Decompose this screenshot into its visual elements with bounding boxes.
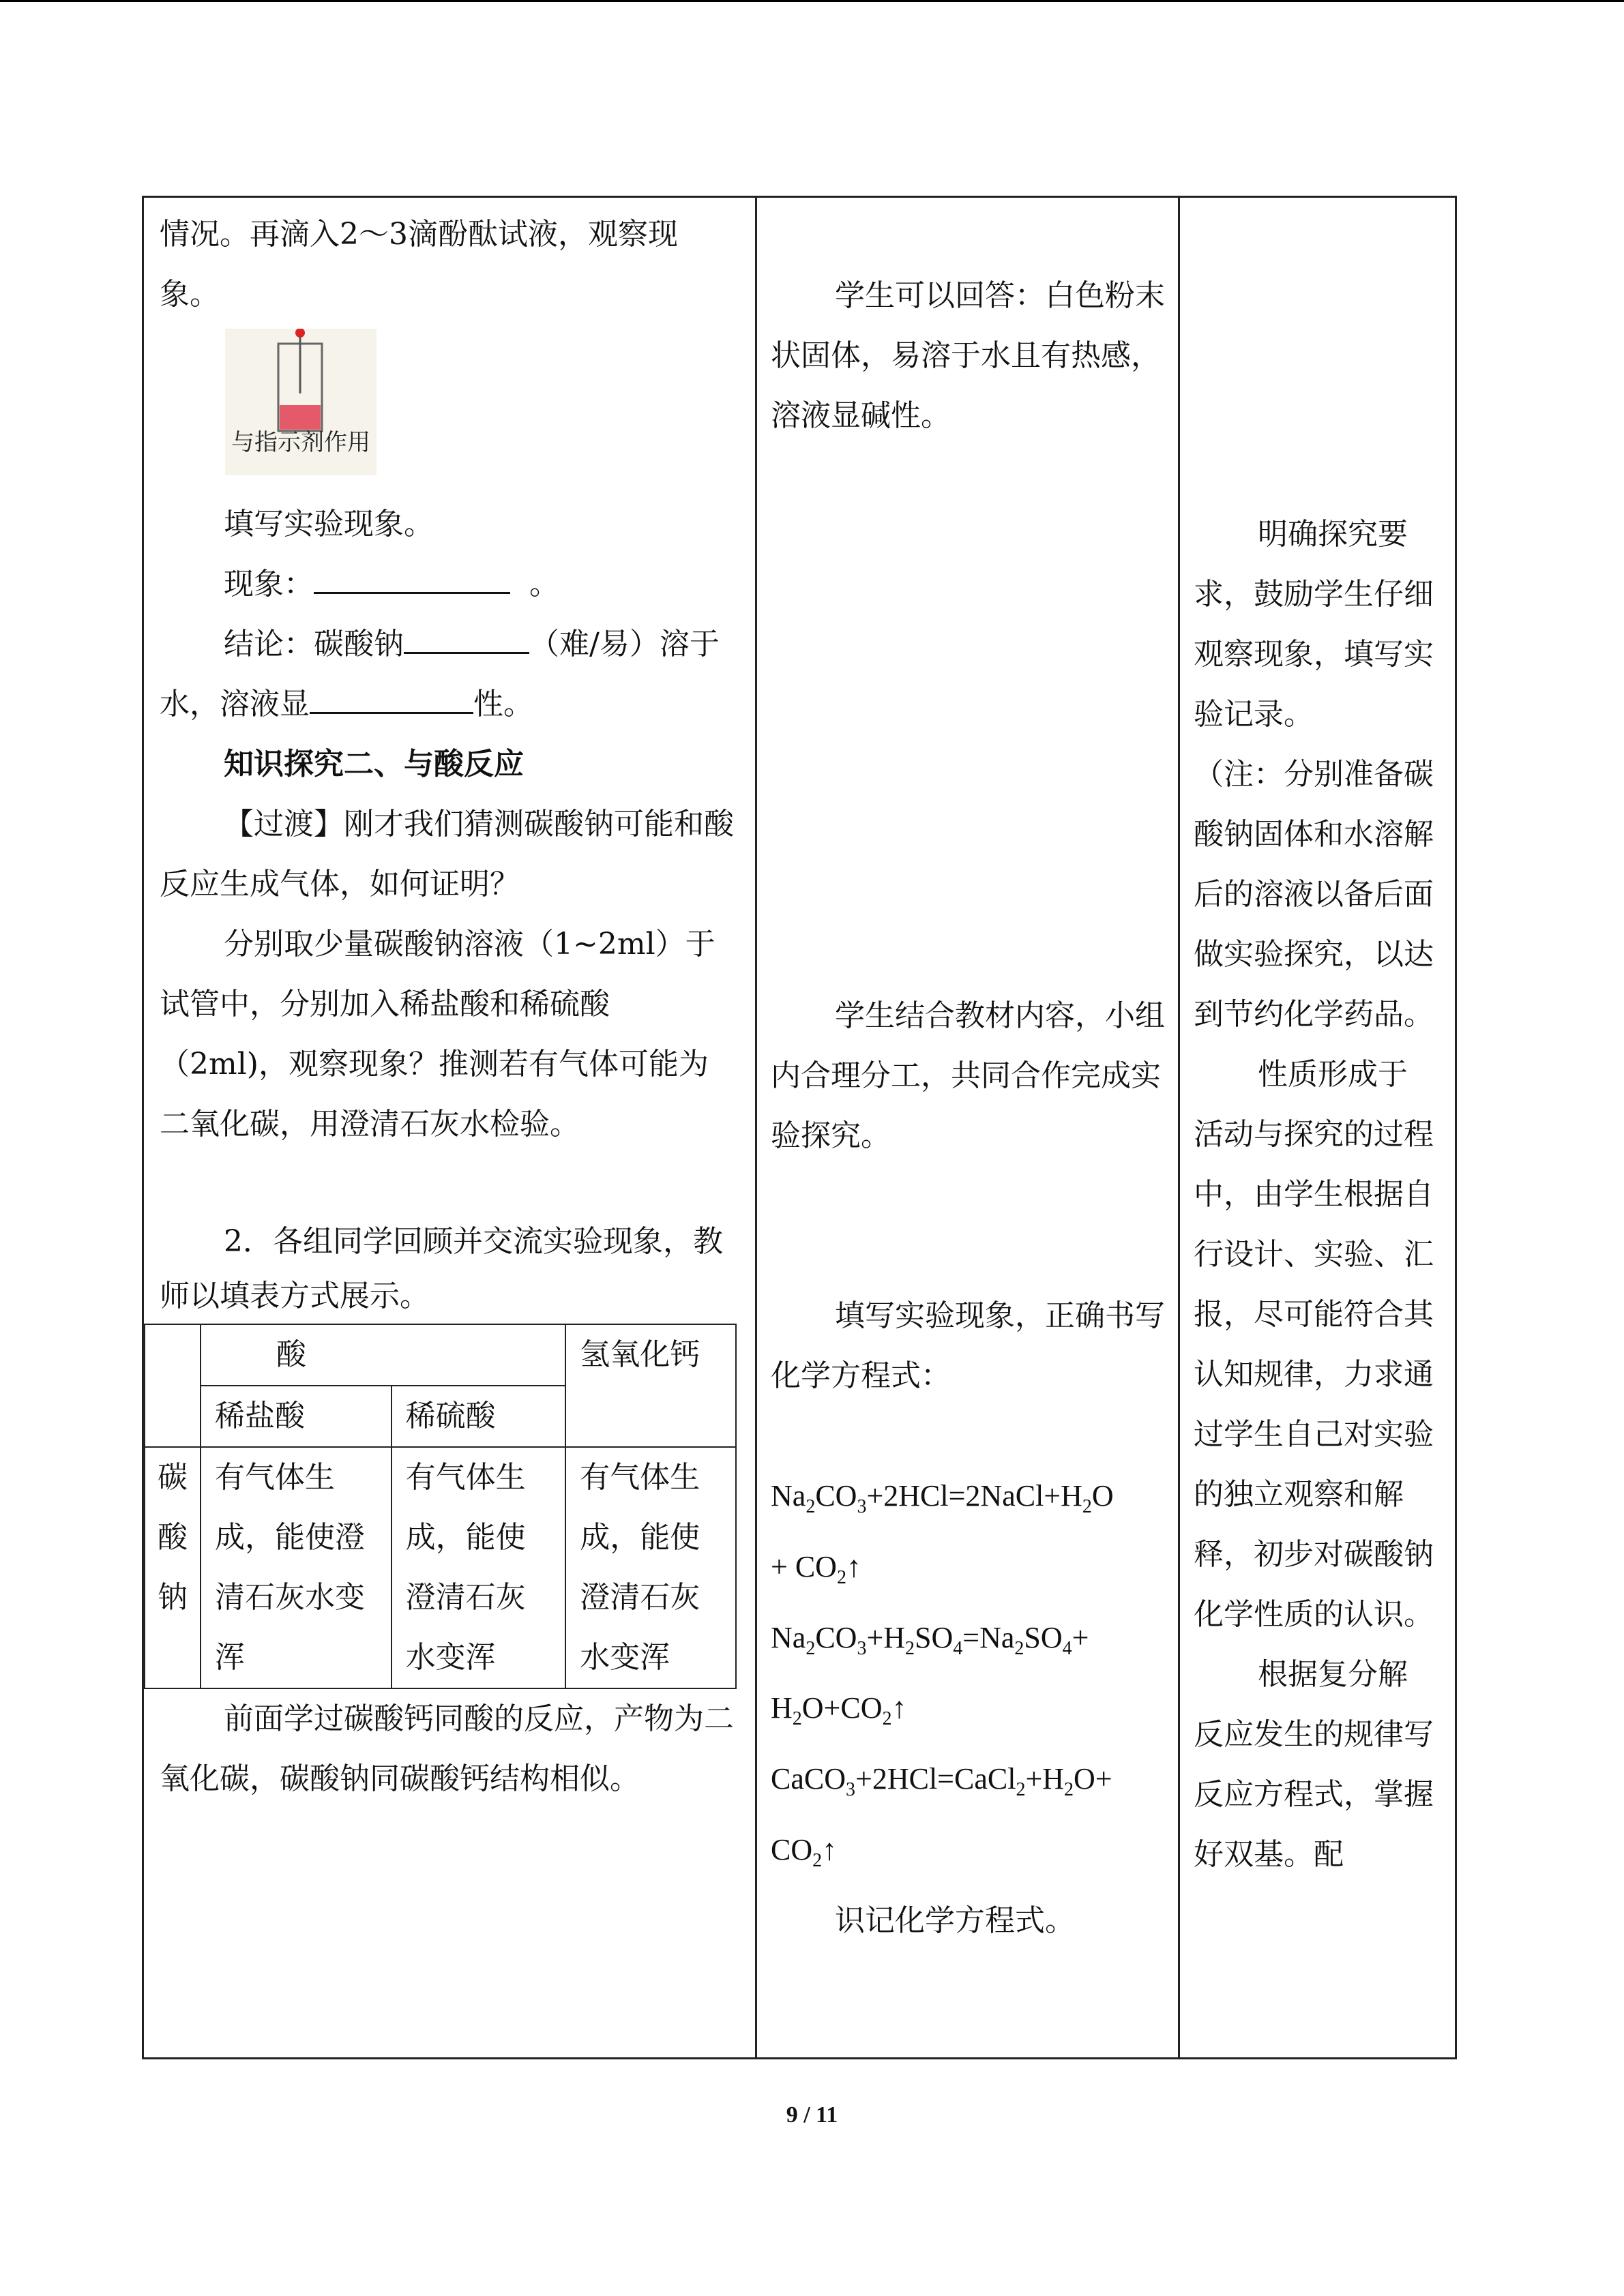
indicator-image-label: 与指示剂作用: [231, 429, 370, 456]
paragraph: 分别取少量碳酸钠溶液（1~2ml）于试管中，分别加入稀盐酸和稀硫酸（2ml)，观察现象？推测若有气体可能为二氧化碳，用澄清石灰水检验。: [160, 927, 715, 1142]
equation: $CO_2↑$: [771, 1832, 838, 1871]
table-cell: 有气体生成，能使澄清石灰水变浑: [565, 1447, 736, 1688]
paragraph: 性质形成于活动与探究的过程中，由学生根据自行设计、实验、汇报，尽可能符合其认知规律，力求通过学生自己对实验的独立观察和解释，初步对碳酸钠化学性质的认识。: [1194, 1057, 1434, 1632]
equation: $H_2O+CO_2↑$: [771, 1691, 907, 1730]
equation: $Na_2CO_3+H_2SO_4=Na_2SO_4+$: [771, 1620, 1089, 1659]
paragraph: 学生可以回答：白色粉末状固体，易溶于水且有热感，溶液显碱性。: [771, 278, 1165, 433]
spacer: [771, 446, 1165, 986]
answer-blank[interactable]: [310, 676, 473, 714]
page-number: 9 / 11: [786, 2102, 838, 2128]
test-tube-icon: [225, 329, 377, 475]
paragraph: 根据复分解反应发生的规律写反应方程式，掌握好双基。配: [1194, 1657, 1434, 1872]
paragraph: 情况。再滴入2～3滴酚酞试液，观察现象。: [160, 217, 678, 312]
paragraph: 前面学过碳酸钙同酸的反应，产物为二氧化碳，碳酸钠同碳酸钙结构相似。: [160, 1701, 734, 1796]
column-divider-1: [755, 196, 757, 2059]
experiment-result-table: [144, 1324, 737, 1689]
equation: + $CO_2↑$: [771, 1549, 861, 1588]
table-cell: 有气体生成，能使澄清石灰水变浑: [392, 1447, 566, 1688]
table-corner-cell: [145, 1324, 201, 1447]
table-header-cell: 酸: [201, 1324, 565, 1386]
equation: $CaCO_3+2HCl=CaCl_2+H_2O+$: [771, 1762, 1112, 1800]
paragraph: 明确探究要求，鼓励学生仔细观察现象，填写实验记录。: [1194, 517, 1434, 732]
table-cell: 有气体生成，能使澄清石灰水变浑: [201, 1447, 392, 1688]
page-top-border: [0, 0, 1624, 2]
section-heading: 知识探究二、与酸反应: [224, 747, 524, 781]
paragraph: 学生结合教材内容，小组内合理分工，共同合作完成实验探究。: [771, 998, 1165, 1153]
paragraph: 填写实验现象，正确书写化学方程式：: [771, 1298, 1165, 1393]
phenomenon-line: 现象： 。: [160, 554, 737, 614]
equation: $Na_2CO_3+2HCl=2NaCl+H_2O$: [771, 1479, 1114, 1517]
spacer: [771, 1406, 1165, 1466]
design-intent-column: [1194, 505, 1435, 1885]
spacer: [771, 1166, 1165, 1286]
paragraph: 填写实验现象。: [224, 507, 434, 541]
table-header-cell: 稀硫酸: [392, 1386, 566, 1447]
paragraph: 2．各组同学回顾并交流实验现象，教师以填表方式展示。: [160, 1224, 723, 1313]
table-header-cell: 稀盐酸: [201, 1386, 392, 1447]
answer-blank[interactable]: [404, 616, 529, 654]
paragraph: 识记化学方程式。: [835, 1903, 1075, 1938]
paragraph: 【过渡】刚才我们猜测碳酸钠可能和酸反应生成气体，如何证明？: [160, 807, 734, 901]
answer-blank[interactable]: [314, 556, 510, 594]
spacer: [160, 1154, 737, 1214]
conclusion-line: 结论：碳酸钠 （难/易）溶于水，溶液显 性。: [160, 614, 737, 734]
student-activity-column: [771, 266, 1165, 1951]
column-divider-2: [1178, 196, 1180, 2059]
paragraph: （注：分别准备碳酸钠固体和水溶解后的溶液以备后面做实验探究，以达到节约化学药品。: [1194, 757, 1434, 1032]
indicator-experiment-image: [225, 329, 377, 475]
label: 现象：: [224, 567, 314, 601]
table-row-label: 碳酸钠: [145, 1447, 201, 1688]
teacher-activity-column: [160, 205, 737, 1809]
table-header-cell: 氢氧化钙: [565, 1324, 736, 1447]
